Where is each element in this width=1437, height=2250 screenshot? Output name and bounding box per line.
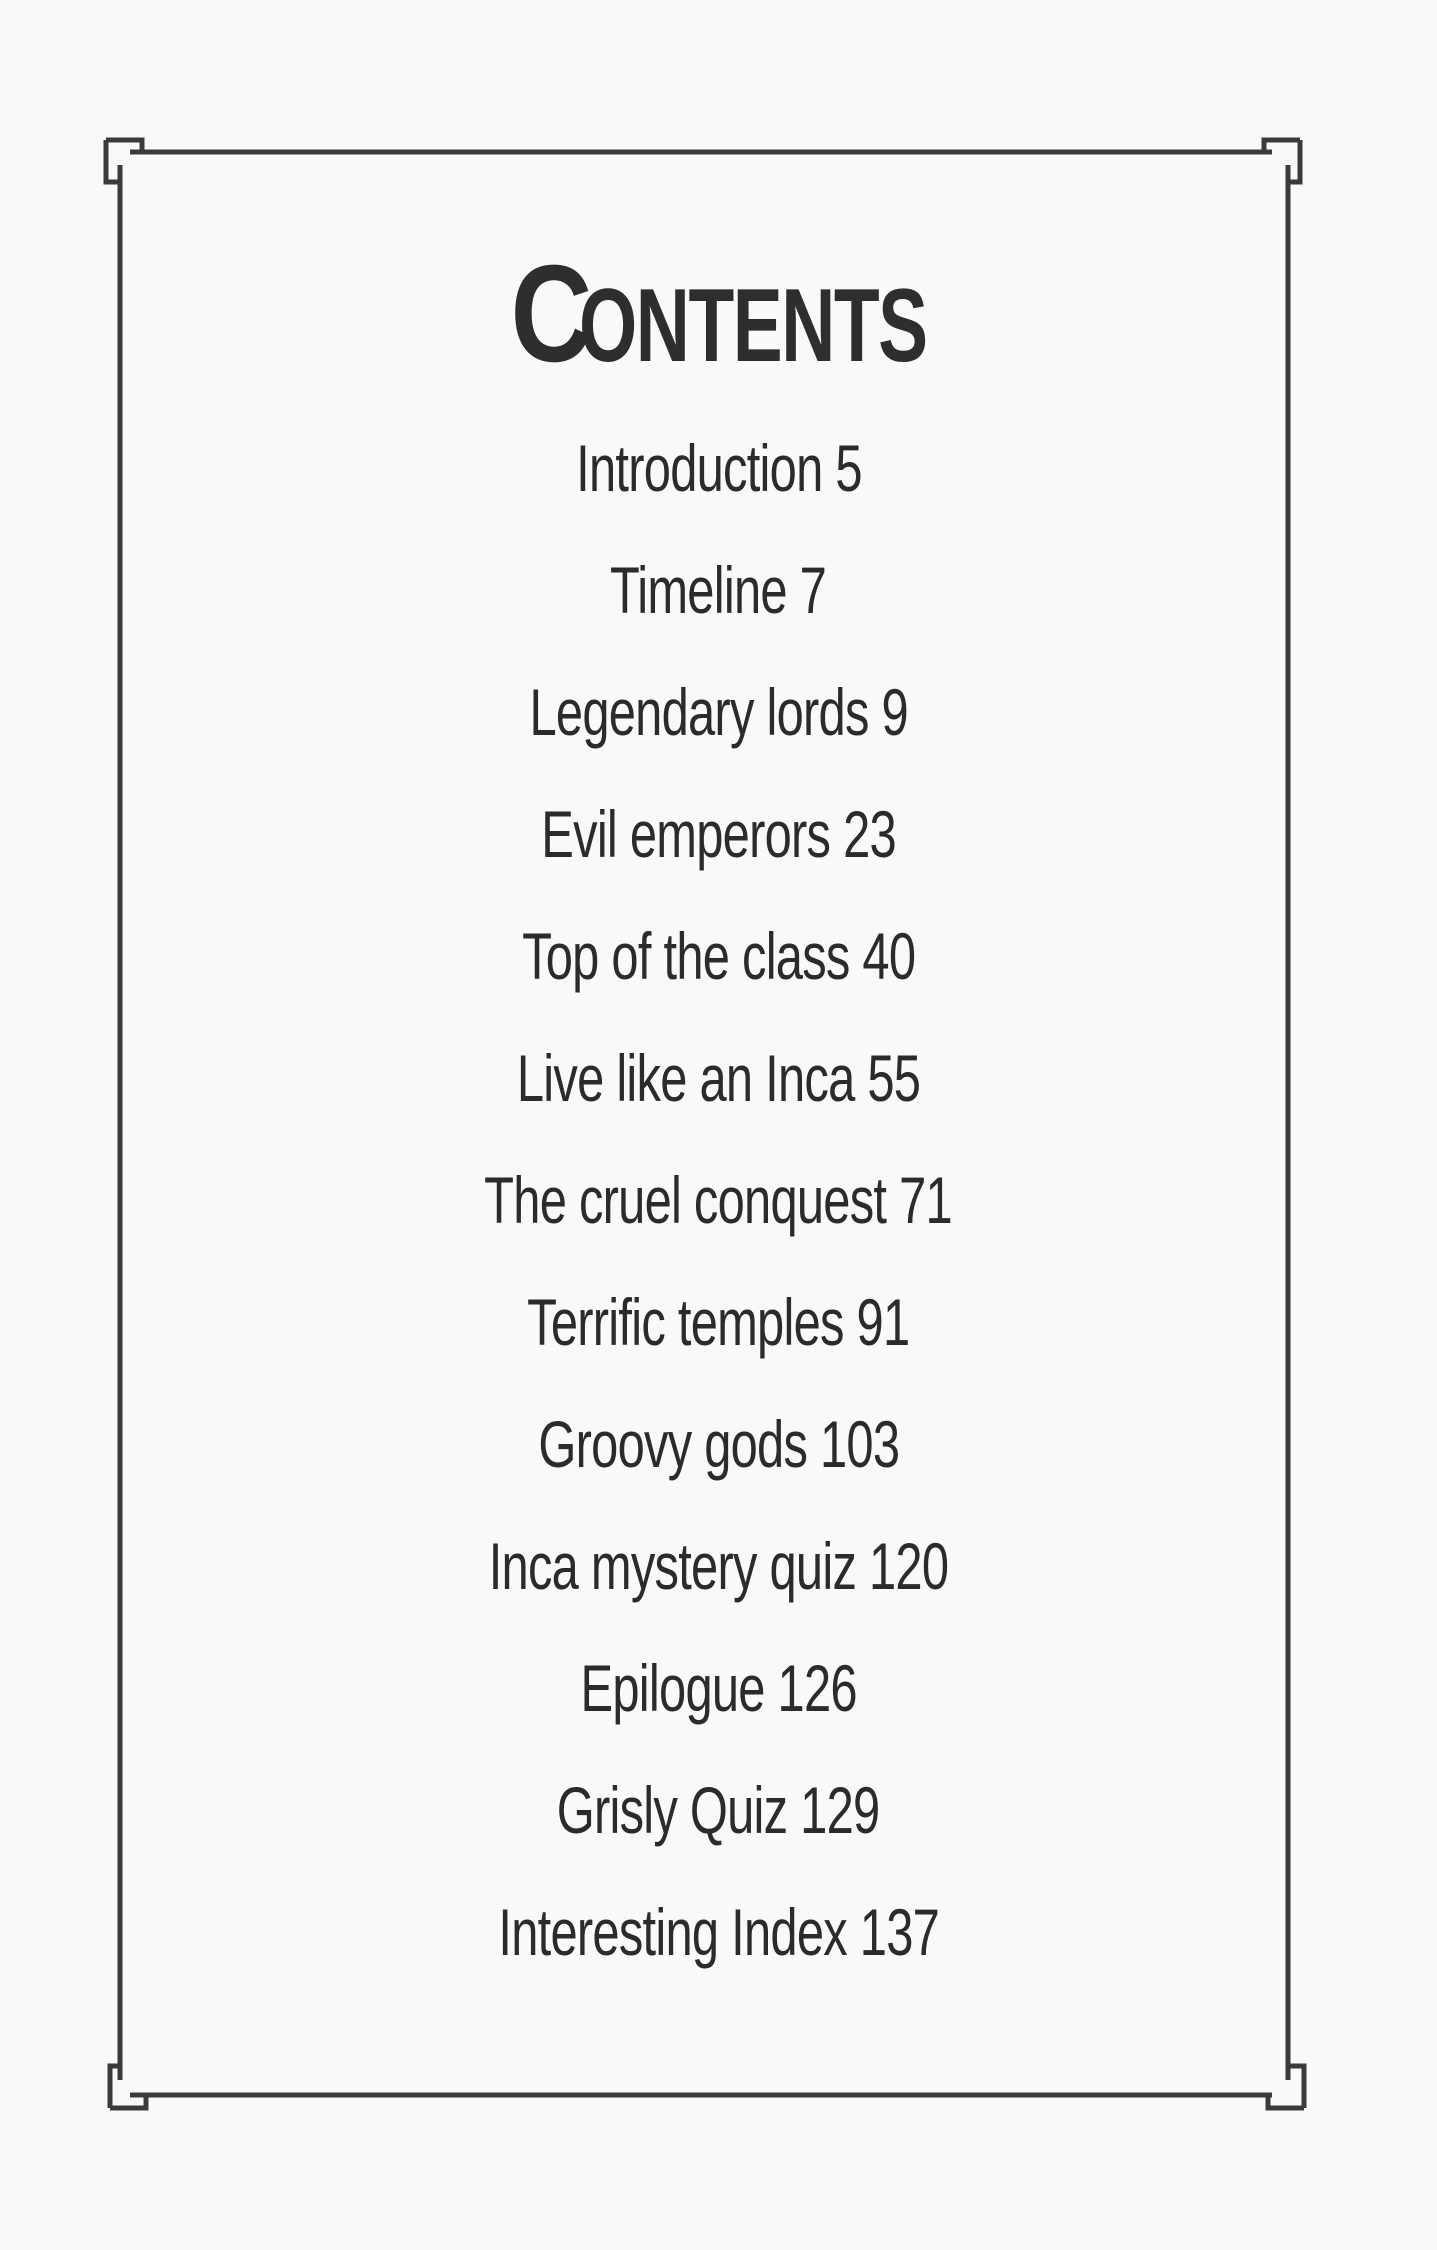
toc-entry-page: 137 — [859, 1895, 939, 1969]
toc-entry-page: 55 — [867, 1041, 921, 1115]
toc-entry — [0, 1041, 1437, 1163]
toc-entry — [0, 1773, 1437, 1895]
toc-entry-title: Terrific temples — [527, 1285, 844, 1359]
toc-entry-text — [538, 1407, 899, 1481]
toc-entry-page: 129 — [800, 1773, 880, 1847]
toc-entry-title: Legendary lords — [529, 675, 869, 749]
toc-entry-text — [580, 1651, 856, 1725]
toc-entry-text — [527, 1285, 909, 1359]
toc-entry-title: Groovy gods — [538, 1407, 807, 1481]
toc-entry-title: Top of the class — [521, 919, 850, 993]
toc-entry-title: The cruel conquest — [484, 1163, 887, 1237]
toc-entry-page: 71 — [899, 1163, 953, 1237]
toc-entry-title: Inca mystery quiz — [488, 1529, 857, 1603]
toc-entry-title: Evil emperors — [541, 797, 831, 871]
toc-entry-text — [498, 1895, 939, 1969]
toc-entry — [0, 1407, 1437, 1529]
toc-entry-text — [610, 553, 826, 627]
toc-entry-text — [541, 797, 896, 871]
toc-entry — [0, 675, 1437, 797]
toc-entry-text — [489, 1529, 949, 1603]
toc-entry-text — [522, 919, 915, 993]
title-initial: C — [510, 237, 591, 391]
table-of-contents — [0, 431, 1437, 2017]
toc-entry-page: 40 — [862, 919, 916, 993]
toc-entry-text — [485, 1163, 953, 1237]
toc-entry — [0, 919, 1437, 1041]
toc-entry-title: Grisly Quiz — [557, 1773, 788, 1847]
toc-entry — [0, 1163, 1437, 1285]
toc-entry-title: Live like an Inca — [516, 1041, 855, 1115]
toc-entry-text — [576, 431, 862, 505]
toc-entry-title: Epilogue — [580, 1651, 765, 1725]
toc-entry-page: 7 — [800, 553, 827, 627]
toc-entry-page: 120 — [868, 1529, 949, 1603]
toc-entry — [0, 797, 1437, 919]
toc-entry — [0, 1285, 1437, 1407]
toc-entry-page: 91 — [856, 1285, 910, 1359]
toc-entry — [0, 1651, 1437, 1773]
toc-entry-title: Timeline — [610, 553, 788, 627]
toc-entry-page: 9 — [881, 675, 908, 749]
toc-entry — [0, 553, 1437, 675]
toc-entry — [0, 1895, 1437, 2017]
page-title — [0, 237, 1437, 391]
toc-entry-page: 23 — [842, 797, 896, 871]
title-rest: ONTENTS — [578, 268, 927, 384]
toc-entry — [0, 431, 1437, 553]
toc-entry-title: Introduction — [575, 431, 823, 505]
toc-entry-text — [517, 1041, 920, 1115]
toc-entry-page: 126 — [777, 1651, 857, 1725]
toc-entry-page: 103 — [819, 1407, 899, 1481]
toc-entry — [0, 1529, 1437, 1651]
toc-entry-title: Interesting Index — [498, 1895, 847, 1969]
toc-entry-text — [529, 675, 907, 749]
toc-entry-text — [557, 1773, 880, 1847]
toc-entry-page: 5 — [834, 431, 862, 505]
